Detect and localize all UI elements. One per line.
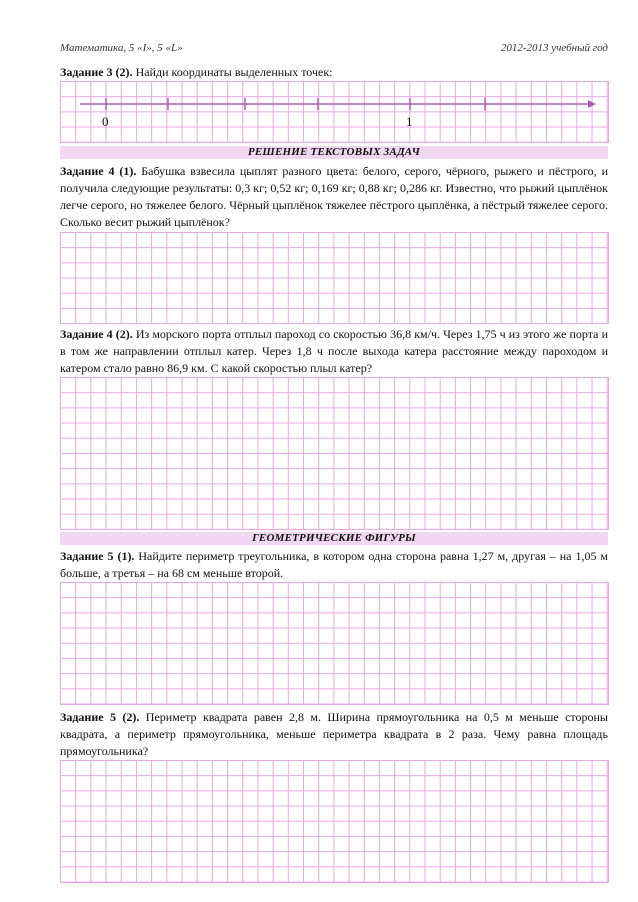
task-4-1-grid: [60, 232, 609, 324]
section-title-text-problems: РЕШЕНИЕ ТЕКСТОВЫХ ЗАДАЧ: [60, 146, 608, 159]
task-5-2: [60, 709, 608, 760]
task-5-1-label: Задание 5 (1).: [60, 549, 135, 563]
section-title-geometry: ГЕОМЕТРИЧЕСКИЕ ФИГУРЫ: [60, 532, 608, 545]
task-3-grid: [60, 81, 609, 143]
number-line-label-1: 1: [406, 114, 413, 129]
task-3-text: Найди координаты выделенных точек:: [132, 65, 333, 79]
number-line-label-0: 0: [102, 114, 109, 129]
header-year: 2012-2013 учебный год: [500, 42, 608, 54]
task-3-label: Задание 3 (2).: [60, 65, 133, 79]
task-5-1-text: Найдите периметр треугольника, в котором одна сторона равна 1,27 м, другая – на 1,05 м больше, а третья – на 68 см меньше второй.: [60, 549, 608, 580]
task-3: [60, 64, 608, 81]
task-4-2-text: Из морского порта отплыл пароход со скоростью 36,8 км/ч. Через 1,75 ч из этого же порта и в том же направлении отплыл катер. Через 1,8 ч после выхода катера расстояние между пароходом и катером стало равно 86,9 км. С какой скоростью плыл катер?: [60, 327, 608, 375]
task-4-1-label: Задание 4 (1).: [60, 164, 137, 178]
task-5-1-grid: [60, 582, 609, 705]
task-5-2-text: Периметр квадрата равен 2,8 м. Ширина прямоугольника на 0,5 м меньше стороны квадрата, а периметр прямоугольника, меньше периметра квадрата в 2 раза. Чему равна площадь прямоугольника?: [60, 710, 608, 758]
task-4-2-grid: [60, 377, 609, 530]
header-subject: Математика, 5 «I», 5 «L»: [60, 42, 183, 54]
task-4-1: [60, 163, 608, 231]
page-header: [60, 42, 608, 58]
task-4-2: [60, 326, 608, 377]
task-5-2-grid: [60, 760, 609, 883]
task-4-1-text: Бабушка взвесила цыплят разного цвета: белого, серого, чёрного, рыжего и пёстрого, и получила следующие результаты: 0,3 кг; 0,52 кг; 0,169 кг; 0,88 кг; 0,286 кг. Известно, что рыжий цыплёнок легче серого, но тяжелее белого. Чёрный цыплёнок тяжелее пёстрого цыплёнка, а пёстрый тяжелее серого. Сколько весит рыжий цыплёнок?: [60, 164, 608, 229]
task-5-1: [60, 548, 608, 582]
task-4-2-label: Задание 4 (2).: [60, 327, 133, 341]
number-line-arrow: [588, 100, 596, 108]
task-5-2-label: Задание 5 (2).: [60, 710, 140, 724]
number-line: [60, 81, 608, 126]
